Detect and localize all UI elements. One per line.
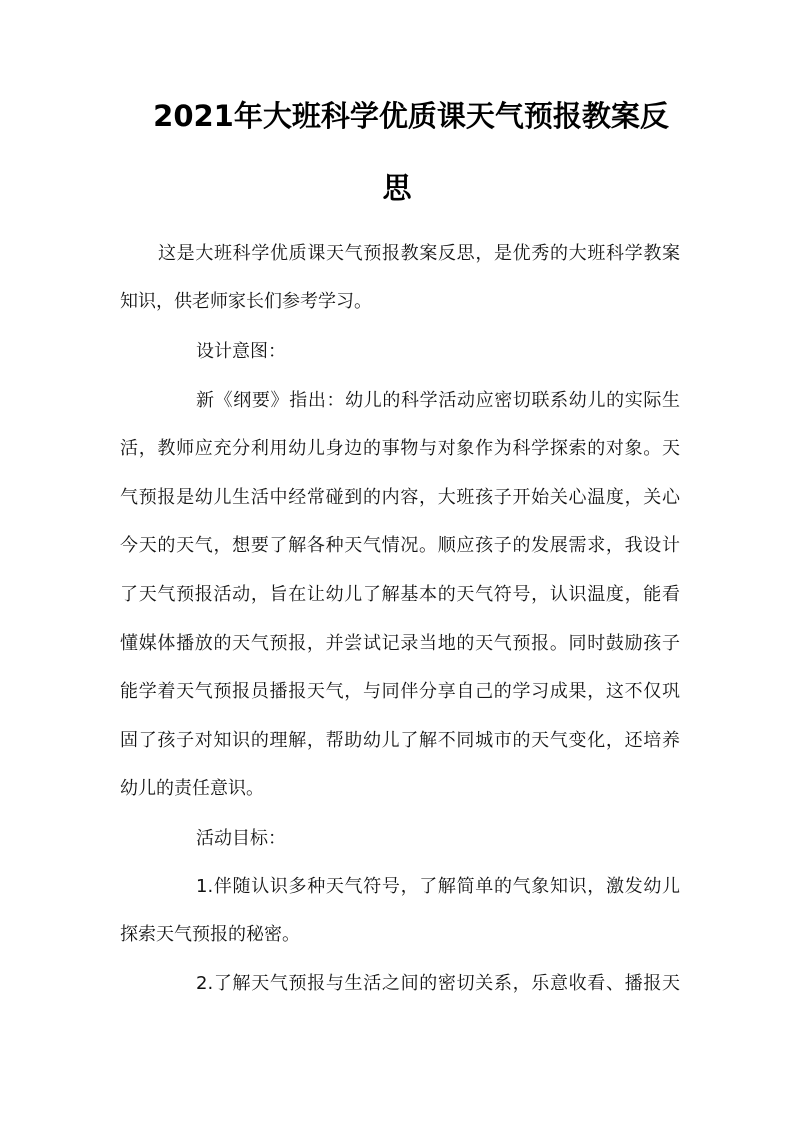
paragraph-design-line-7: 能学着天气预报员播报天气，与同伴分享自己的学习成果，这不仅巩 [120,681,680,702]
goal-1-line-1: 1.伴随认识多种天气符号，了解简单的气象知识，激发幼儿 [196,876,680,897]
paragraph-intro-line-2: 知识，供老师家长们参考学习。 [120,291,372,312]
document-title-line-1: 2021年大班科学优质课天气预报教案反 [153,99,669,133]
paragraph-design-line-9: 幼儿的责任意识。 [120,778,264,799]
paragraph-design-line-4: 今天的天气，想要了解各种天气情况。顺应孩子的发展需求，我设计 [120,535,680,556]
section-heading-activity-goals: 活动目标： [196,828,286,849]
paragraph-design-line-5: 了天气预报活动，旨在让幼儿了解基本的天气符号，认识温度，能看 [120,584,680,605]
goal-2-line-1: 2.了解天气预报与生活之间的密切关系，乐意收看、播报天 [196,973,680,994]
document-title-line-2: 思 [382,171,412,205]
goal-1-line-2: 探索天气预报的秘密。 [120,924,300,945]
section-heading-design-intent: 设计意图： [196,341,286,362]
paragraph-intro-line-1: 这是大班科学优质课天气预报教案反思，是优秀的大班科学教案 [158,243,680,264]
paragraph-design-line-2: 活，教师应充分利用幼儿身边的事物与对象作为科学探索的对象。天 [120,438,680,459]
paragraph-design-line-3: 气预报是幼儿生活中经常碰到的内容，大班孩子开始关心温度，关心 [120,487,680,508]
paragraph-design-line-1: 新《纲要》指出：幼儿的科学活动应密切联系幼儿的实际生 [196,390,680,411]
paragraph-design-line-8: 固了孩子对知识的理解，帮助幼儿了解不同城市的天气变化，还培养 [120,730,680,751]
paragraph-design-line-6: 懂媒体播放的天气预报，并尝试记录当地的天气预报。同时鼓励孩子 [120,633,680,654]
